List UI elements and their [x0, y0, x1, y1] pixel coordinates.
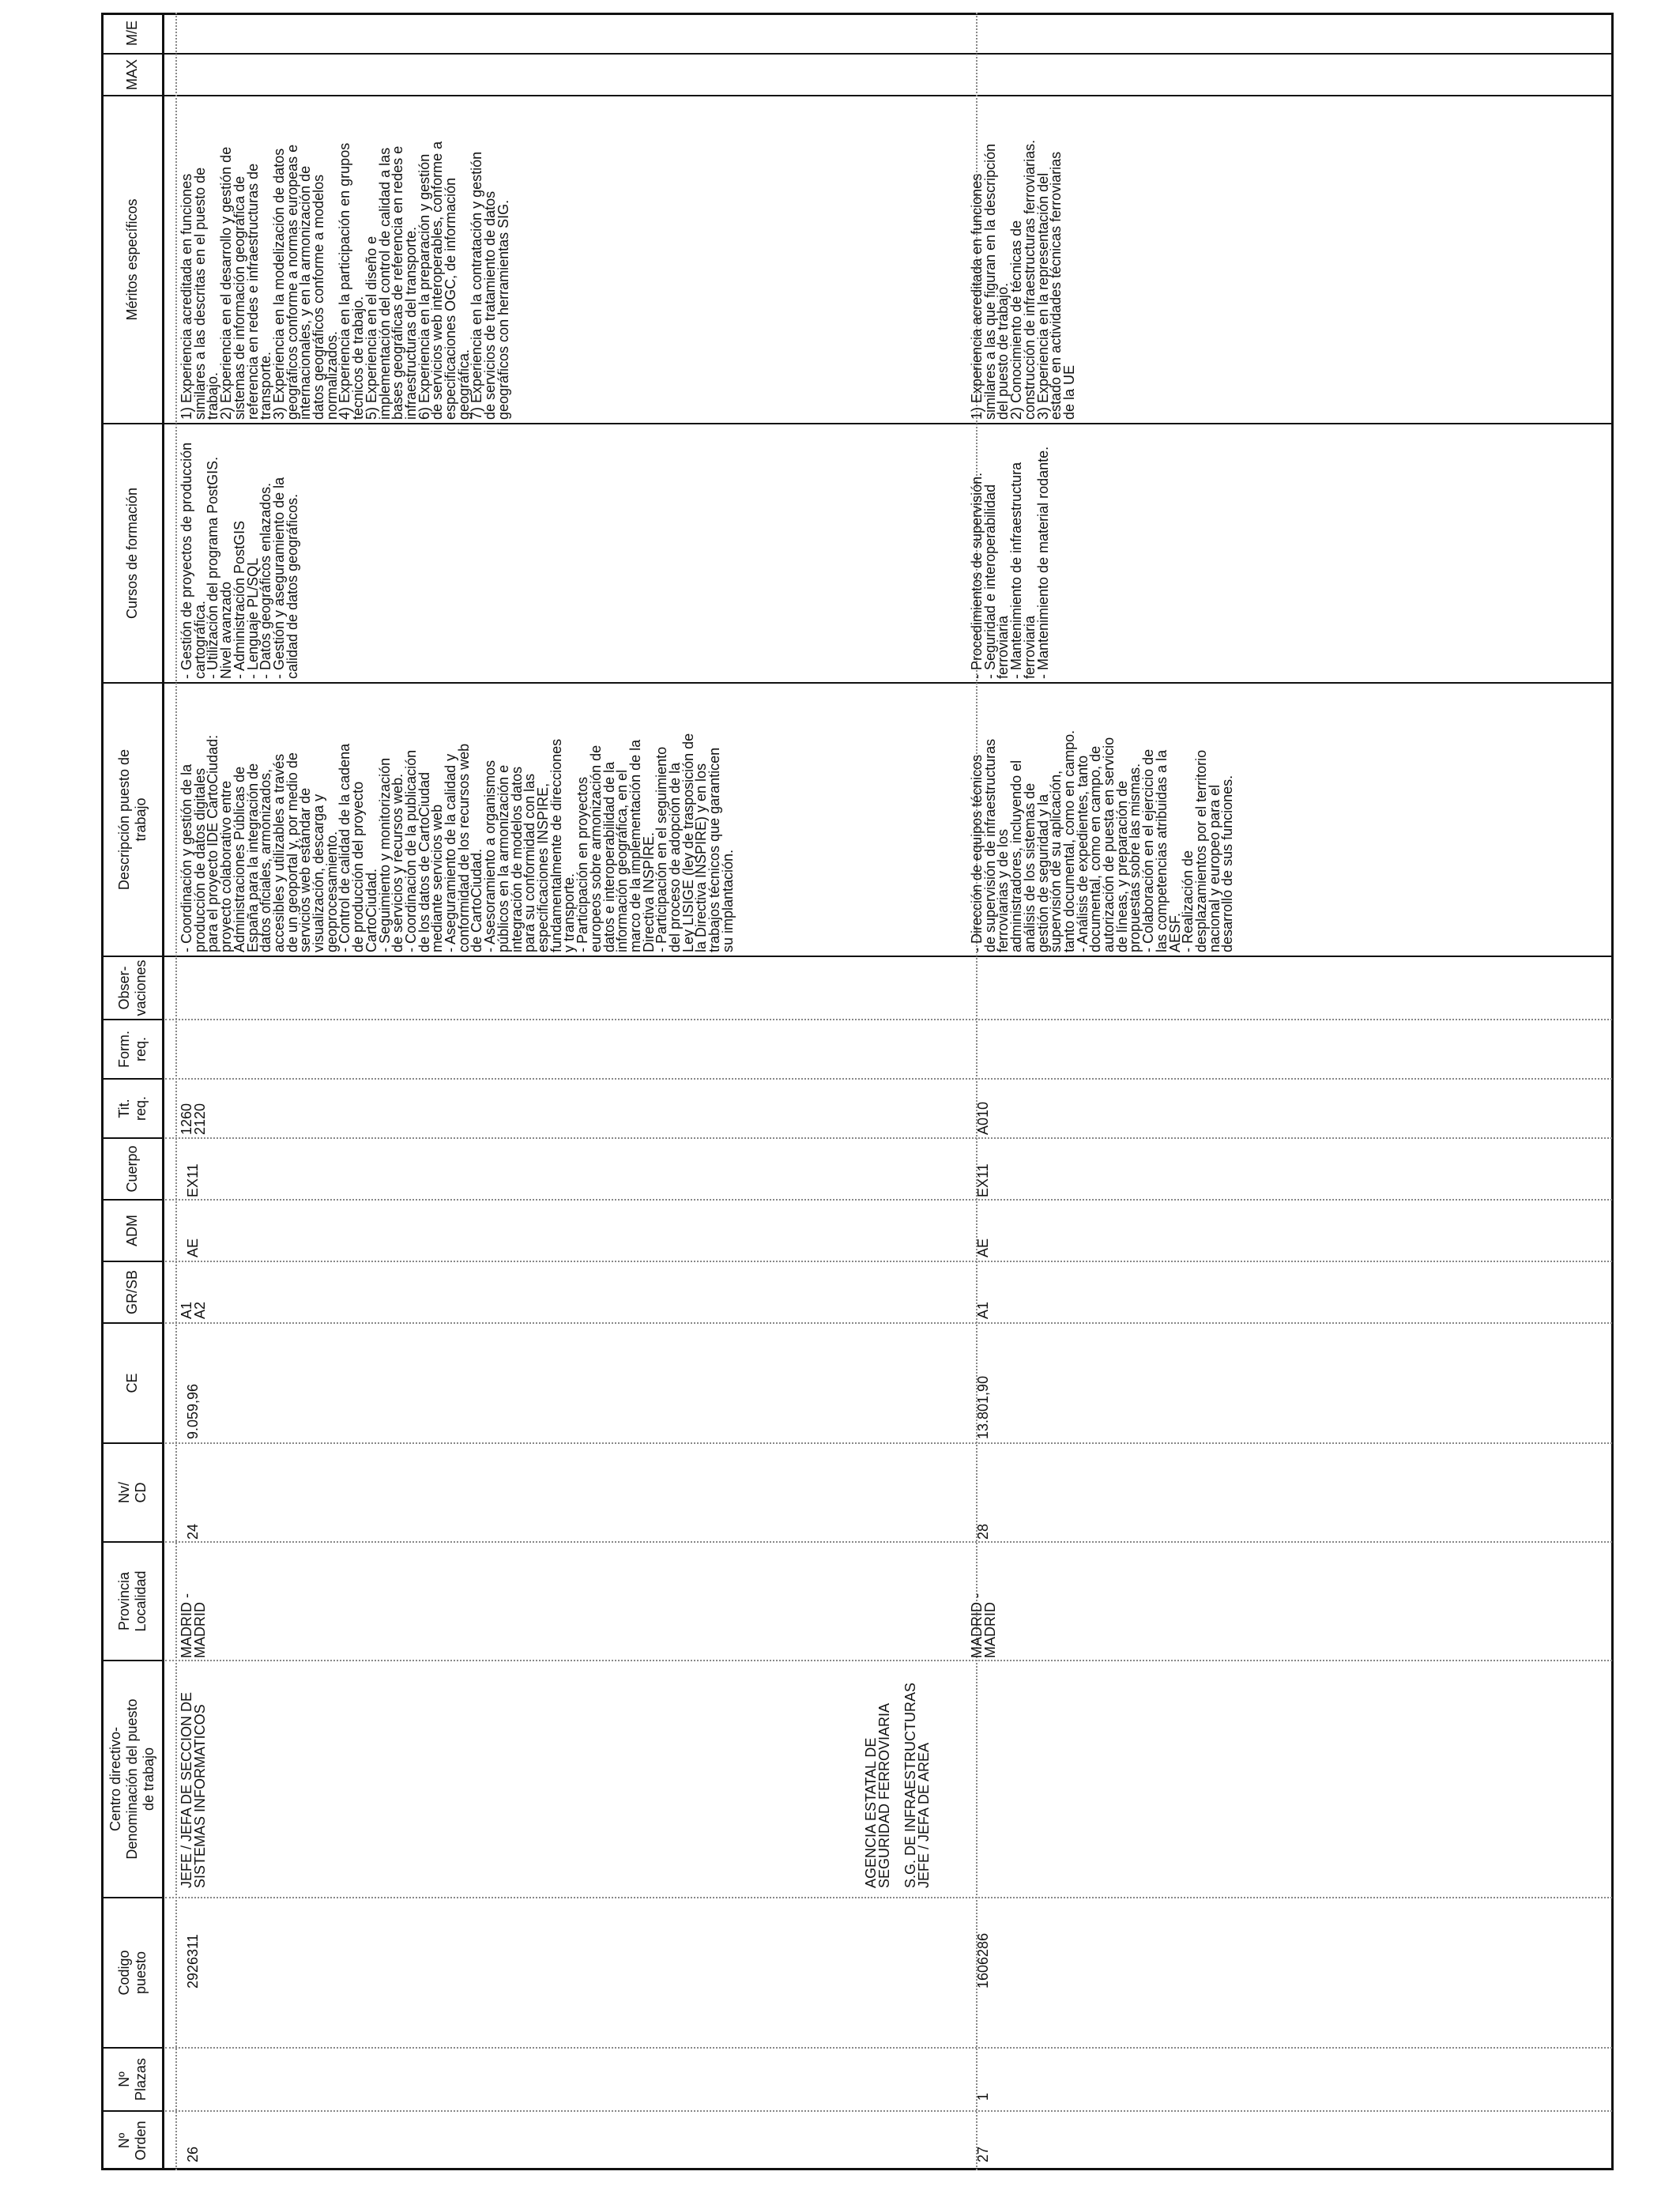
header-grupo: GR/SB: [124, 1270, 140, 1315]
col-sep: [101, 1322, 164, 1324]
row27-ce: 13.801,90: [975, 1375, 991, 1439]
header-adm: ADM: [124, 1215, 140, 1246]
col-sep: [101, 1442, 164, 1444]
row27-descripcion: - Dirección de equipos técnicos de supervisión de infraestructuras ferroviarias y de los administradores, incluyendo el análisis de los sistemas de gestión de seguridad y la supervisión de su aplicación, tanto documental, como en campo. - Análisis de expedientes, tanto documental, como en campo, de autorización de puesta en servicio de líneas, y preparación de propuestas sobre las mismas. - Colaboración en el ejercicio de las competencias atribuidas a la AESF. - Realización de desplazamientos por el territorio nacional y europeo para el desarrollo de sus funciones.: [969, 729, 1236, 952]
header-centro: Centro directivo- Denominación del puesto de trabajo: [107, 1698, 156, 1860]
col-guide: [165, 1442, 1612, 1444]
col-guide: [165, 2110, 1612, 2112]
row26-meritos: 1) Experiencia acreditada en funciones similares a las descritas en el puesto de trabajo. 2) Experiencia en el desarrollo y gestión de sistemas de información geográfica de referencia en redes e infraestructuras de transporte. 3) Experiencia en la modelización de datos geográficos conforme a normas europeas e internacionales, y en la armonización de datos geográficos conforme a modelos normalizados. 4) Experiencia en la participación en grupos técnicos de trabajo. 5) Experiencia en el diseño e implementación del control de calidad a las bases geográficas de referencia en redes e infraestructuras del transporte. 6) Experiencia en la preparación y gestión de servicios web interoperables, conforme a especificaciones OGC, de información geográfica. 7) Experiencia en la contratación y gestión de servicios de tratamiento de datos geográficos con herramientas SIG.: [179, 141, 511, 420]
col-sep: [101, 95, 164, 96]
row26-ce: 9.059,96: [185, 1383, 201, 1439]
row26-centro: JEFE / JEFA DE SECCION DE SISTEMAS INFORMATICOS: [179, 1691, 208, 1888]
col-sep-descripcion: [164, 956, 1612, 957]
col-guide: [165, 1322, 1612, 1324]
row27-nivel: 28: [975, 1523, 991, 1540]
col-sep: [101, 1137, 164, 1139]
col-sep: [101, 2110, 164, 2112]
header-provincia: Provincia Localidad: [115, 1570, 149, 1632]
col-guide: [165, 2047, 1612, 2049]
col-guide: [165, 1660, 1612, 1661]
col-sep-max: [164, 95, 1612, 96]
row26-orden: 26: [185, 2146, 201, 2162]
col-sep: [101, 1019, 164, 1020]
row26-provincia: MADRID - MADRID: [179, 1593, 208, 1658]
header-me: M/E: [124, 21, 140, 47]
col-guide: [165, 1137, 1612, 1139]
row26-cursos: - Gestión de proyectos de producción cartográfica. - Utilización del programa PostGIS. Nivel avanzado - Administración PostGIS - Lenguaje PL/SQL - Datos geográficos enlazados. - Gestión y aseguramiento de la calidad de datos geográficos.: [179, 442, 300, 679]
row26-descripcion: - Coordinación y gestión de la producción de datos digitales para el proyecto IDE CartoCiudad: proyecto colaborativo entre Administraciones Públicas de España para la integración de datos oficiales, armonizados, accesibles y utilizables a través de un geoportal y, por medio de servicios web estándar de visualización, descarga y geoprocesamiento. - Control de calidad de la cadena de producción del proyecto CartoCiudad. - Seguimiento y monitorización de servicios y recursos web. - Coordinación de la publicación de los datos de CartoCiudad mediante servicios web - Aseguramiento de la calidad y conformidad de los recursos web de CartoCiudad. - Asesoramiento a organismos públicos en la armonización e integración de modelos datos para su conformidad con las especificaciones INSPIRE, fundamentalmente de direcciones y transporte. - Participación en proyectos europeos sobre armonización de datos e interoperabilidad de la información geográfica, en el marco de la implementación de la Directiva INSPIRE. - Participación en el seguimiento del proceso de adopción de la Ley LISIGE (ley de trasposición de la Directiva INSPIRE) y en los trabajos técnicos que garanticen su implantación.: [179, 733, 736, 952]
header-formacion: Form. req.: [115, 1031, 149, 1068]
col-sep: [101, 1078, 164, 1080]
col-sep: [101, 423, 164, 424]
row27-centro: AGENCIA ESTATAL DE SEGURIDAD FERROVIARIA S.G. DE INFRAESTRUCTURAS JEFE / JEFA DE AREA: [863, 1682, 932, 1888]
col-sep: [101, 1199, 164, 1201]
row26-cuerpo: EX11: [185, 1163, 201, 1197]
col-sep-cursos: [164, 682, 1612, 684]
col-sep: [101, 2047, 164, 2049]
row27-cursos: - Procedimientos de supervisión. - Seguridad e interoperabilidad ferroviaria - Mantenimiento de infraestructura ferroviaria - Mantenimiento de material rodante.: [969, 446, 1051, 679]
header-nivel: Nv/ CD: [115, 1482, 149, 1503]
col-guide: [165, 1261, 1612, 1262]
row26-adm: AE: [185, 1238, 201, 1257]
row-guide: [175, 13, 177, 2170]
col-sep: [101, 1897, 164, 1898]
col-sep-meritos: [164, 423, 1612, 424]
header-cuerpo: Cuerpo: [124, 1145, 140, 1193]
header-orden: Nº Orden: [115, 2120, 149, 2161]
header-descripcion: Descripción puesto de trabajo: [115, 748, 149, 891]
col-sep: [101, 956, 164, 957]
col-guide: [165, 1019, 1612, 1020]
row27-orden: 27: [975, 2146, 991, 2162]
header-plazas: Nº Plazas: [115, 2057, 149, 2102]
row26-codigo: 2926311: [185, 1934, 201, 1989]
col-sep: [101, 1660, 164, 1661]
col-sep: [101, 53, 164, 55]
row27-meritos: 1) Experiencia acreditada en funciones similares a las que figuran en la descripción del puesto de trabajo. 2) Conocimiento de técnicas de construcción de infraestructuras ferroviarias. 3) Experiencia en la representación del estado en actividades técnicas ferroviarias de la UE: [969, 139, 1077, 420]
row26-grupo: A1 A2: [179, 1301, 208, 1319]
row27-titulacion: A010: [975, 1101, 991, 1135]
col-guide: [165, 1078, 1612, 1080]
row27-cuerpo: EX11: [975, 1163, 991, 1197]
col-sep: [101, 1541, 164, 1543]
header-cursos: Cursos de formación: [124, 487, 140, 620]
row26-nivel: 24: [185, 1523, 201, 1540]
row27-adm: AE: [975, 1238, 991, 1257]
header-meritos: Méritos específicos: [124, 198, 140, 321]
col-sep: [101, 1261, 164, 1262]
header-titulacion: Tit. req.: [115, 1095, 149, 1122]
row27-provincia: MADRID - MADRID: [969, 1593, 998, 1658]
col-guide: [165, 1897, 1612, 1898]
header-ce: CE: [124, 1373, 140, 1393]
row27-codigo: 1606286: [975, 1932, 991, 1989]
row27-grupo: A1: [975, 1301, 991, 1319]
col-guide: [165, 1199, 1612, 1201]
header-observaciones: Obser- vaciones: [115, 959, 149, 1016]
col-guide: [165, 1541, 1612, 1543]
row26-titulacion: 1260 2120: [179, 1103, 208, 1135]
header-codigo: Codigo puesto: [115, 1950, 149, 1996]
col-sep: [101, 682, 164, 684]
header-max: MAX: [124, 59, 140, 91]
col-sep-me: [164, 53, 1612, 55]
row27-plazas: 1: [975, 2092, 991, 2101]
